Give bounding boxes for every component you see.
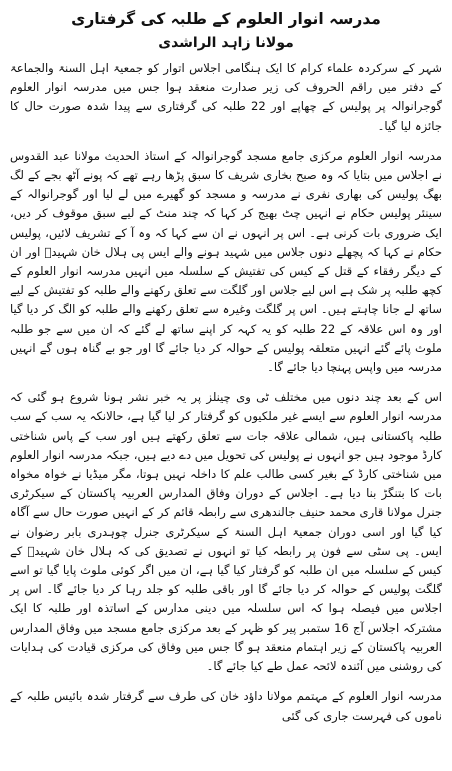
article-paragraph: اس کے بعد چند دنوں میں مختلف ٹی وی چینلز پر یہ خبر نشر ہونا شروع ہو گئی کہ مدرسہ انوار العلوم سے ایسے غیر ملکیوں کو گرفتار کر لیا گیا ہے، حالانکہ یہ سب کے سب طلبہ پاکستانی ہیں، شمالی علاقہ جات سے تعلق رکھتے ہیں اور سب کے پاس شناختی کارڈ موجود ہیں جو انہوں نے پولیس کی تحویل میں دے دیے ہیں، جبکہ مدرسہ انوار العلوم میں شناختی کارڈ کے بغیر کسی طالب علم کا داخلہ نہیں ہوتا، مگر میڈیا نے خواہ مخواہ بات کا بتنگڑ بنا دیا ہے۔ اجلاس کے دوران وفاق المدارس العربیہ پاکستان کے سیکرٹری جنرل مولانا قاری محمد حنیف جالندھری سے رابطہ قائم کر کے انہیں صورت حال سے آگاہ کیا گیا اور اسی دوران جمعیۃ اہل السنۃ کے سیکرٹری جنرل چوہدری بابر رضوان نے ایس۔ پی سٹی سے فون پر رابطہ کیا تو انہوں نے تصدیق کی کہ ہلال خان شہیدؒ کے کیس کے سلسلہ میں ان طلبہ کو گرفتار کیا گیا ہے، ان میں اگر کوئی ملوث پایا گیا تو اسے گلگت پولیس کے حوالہ کر دیا جائے گا اور باقی طلبہ کو جلد رہا کر دیا جائے گا۔ اس پر اجلاس میں فیصلہ ہوا کہ اس سلسلہ میں دینی مدارس کے اساتذہ اور طلبہ کا ایک مشترکہ اجلاس آج 16 ستمبر پیر کو ظہر کے بعد مرکزی جامع مسجد میں وفاق المدارس العربیہ پاکستان کے زیر اہتمام منعقد ہو گا جس میں وفاق کی مرکزی قیادت کی ہدایات کی روشنی میں آئندہ لائحہ عمل طے کیا جائے گا۔ [10,390,443,674]
article-byline: مولانا زاہد الراشدی [158,35,294,51]
article-headline: مدرسہ انوار العلوم کے طلبہ کی گرفتاری [71,10,381,28]
article-paragraph: مدرسہ انوار العلوم مرکزی جامع مسجد گوجرانوالہ کے استاذ الحدیث مولانا عبد القدوس نے اجلاس میں بتایا کہ وہ صبح بخاری شریف کا سبق پڑھا رہے تھے کہ پونے آٹھ بجے کے لگ بھگ پولیس کی بھاری نفری نے مدرسہ و مسجد کو گھیرے میں لے لیا اور گوجرانوالہ کے سینئر پولیس حکام نے انہیں چٹ بھیج کر کہا کہ چند منٹ کے لیے سبق موقوف کر دیں، ایک ضروری بات کرنی ہے۔ اس پر انہوں نے ان سے کہا کہ وہ آ کے تشریف لائیں، پولیس حکام نے کہا کہ پچھلے دنوں جلاس میں شہید ہونے والے ایس پی ہلال خان شہیدؒ اور ان کے دیگر رفقاء کے قتل کے کیس کی تفتیش کے سلسلہ میں انہیں مدرسہ انوار العلوم کے کچھ طلبہ پر شک ہے اس لیے جلاس اور گلگت سے تعلق رکھنے والے طلبہ کو تفتیش کے لیے ساتھ لے جانا چاہتے ہیں۔ اس پر گلگت وغیرہ سے تعلق رکھنے والے طلبہ کو الگ کر دیا گیا اور وہ اس علاقہ کے 22 طلبہ کو یہ کہہ کر اپنے ساتھ لے گئے کہ ان میں سے جو طلبہ ملوث پائے گئے انہیں متعلقہ پولیس کے حوالہ کر دیا جائے گا اور جو بے گناہ ہوں گے انہیں مدرسہ میں واپس پہنچا دیا جائے گا۔ [10,148,442,375]
article-paragraph: مدرسہ انوار العلوم کے مہتمم مولانا داؤد خان کی طرف سے گرفتار شدہ بائیس طلبہ کے ناموں کی فہرست جاری کی گئی [10,689,442,723]
article-paragraph: شہر کے سرکردہ علماء کرام کا ایک ہنگامی اجلاس اتوار کو جمعیۃ اہل السنۃ والجماعۃ کے دفتر میں راقم الحروف کی زیر صدارت منعقد ہوا جس میں مدرسہ انوار العلوم گوجرانوالہ پر پولیس کے چھاپے اور 22 طلبہ کی گرفتاری سے پیدا شدہ صورت حال کا جائزہ لیا گیا۔ [10,61,442,133]
